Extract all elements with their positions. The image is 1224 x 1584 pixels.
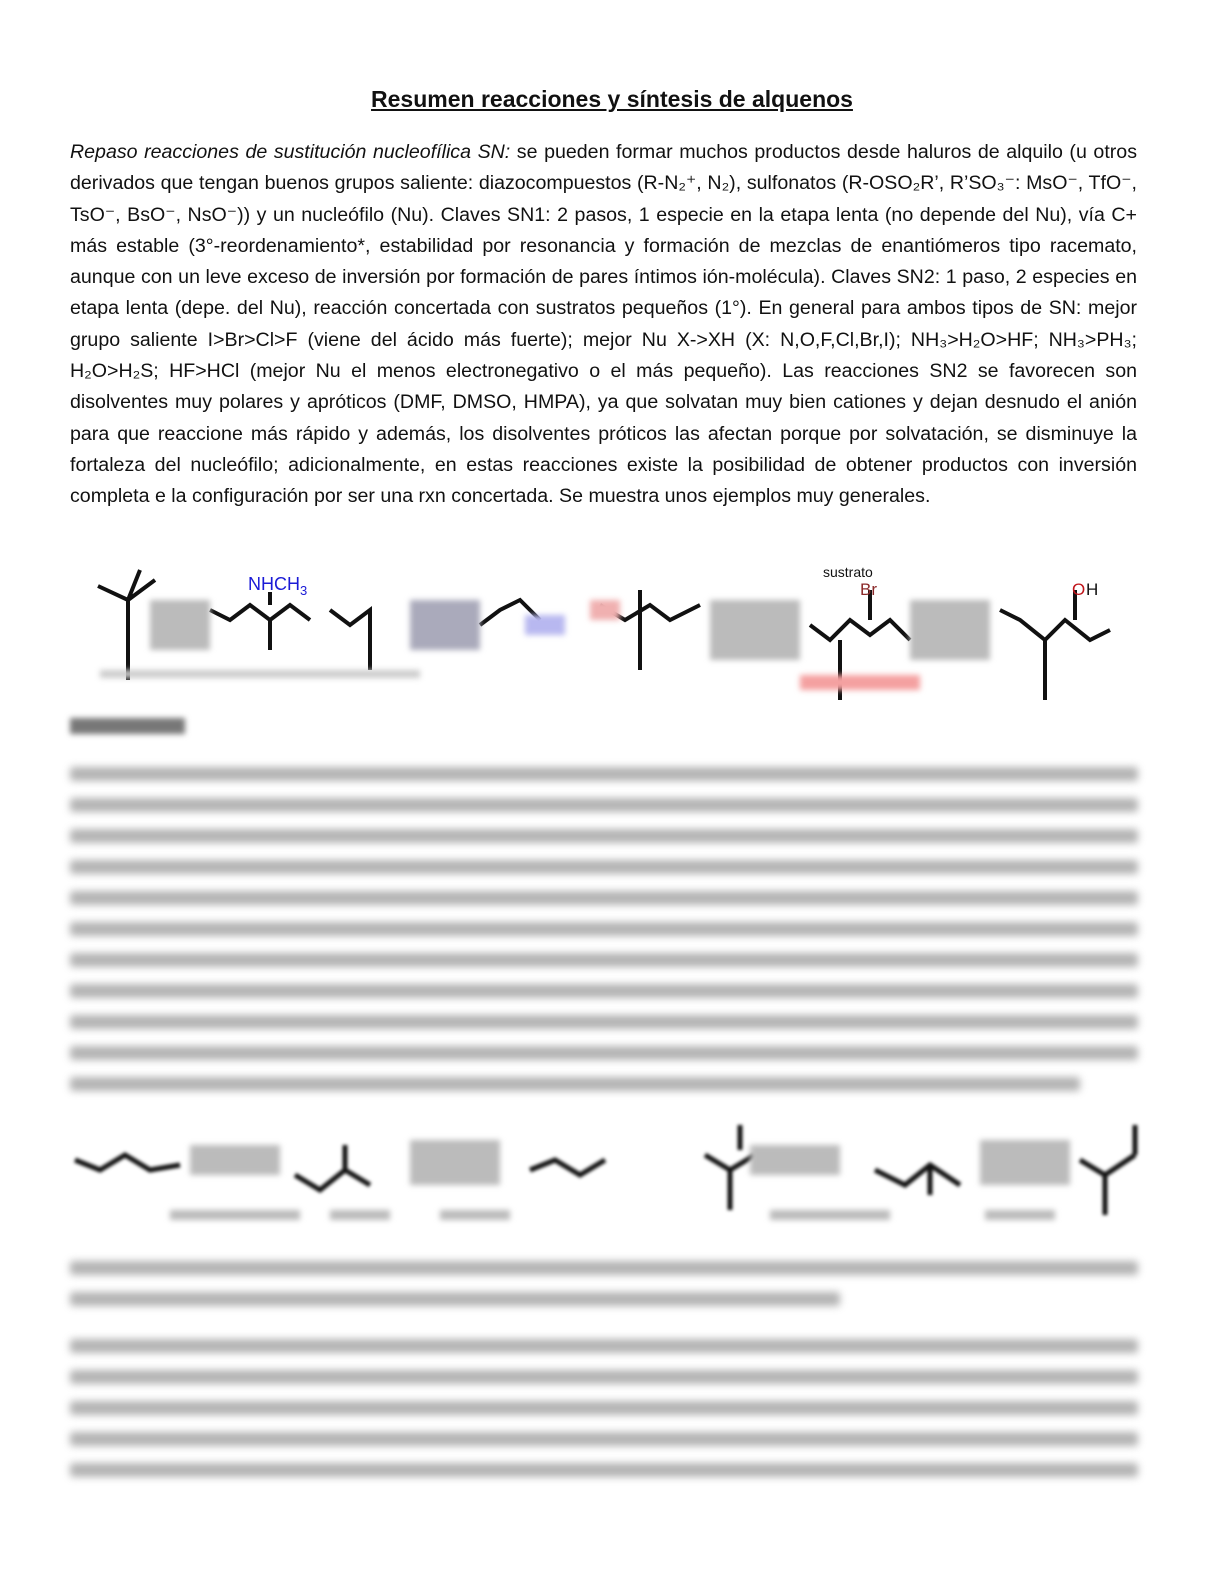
elimination-reaction-scheme xyxy=(60,1115,1150,1230)
oh-label-h: H xyxy=(1086,580,1099,599)
intro-paragraph xyxy=(70,137,1137,513)
br-label: Br xyxy=(860,580,877,599)
intro-lead: Repaso reacciones de sustitución nucleofílica SN: xyxy=(70,141,511,163)
blurred-section-heading xyxy=(70,718,185,734)
intro-body: se pueden formar muchos productos desde haluros de alquilo (u otros derivados que tengan buenos grupos saliente: diazocompuestos (R-N₂⁺, N₂), sulfonatos (R-OSO₂R’, R’SO₃⁻: MsO⁻, TfO⁻, TsO⁻, BsO⁻, NsO⁻)) y un nucleófilo (Nu). Claves SN1: 2 pasos, 1 especie en la etapa lenta (no depende del Nu), vía C+ más estable (3°-reordenamiento*, estabilidad por resonancia y formación de mezclas de enantiómeros tipo racemato, aunque con un leve exceso de inversión por formación de pares íntimos ión-molécula). Claves SN2: 1 paso, 2 especies en etapa lenta (depe. del Nu), reacción concertada con sustratos pequeños (1°). En general para ambos tipos de SN: mejor grupo saliente I>Br>Cl>F (viene del ácido más fuerte); mejor Nu X->XH (X: N,O,F,Cl,Br,I); NH₃>H₂O>HF; NH₃>PH₃; H₂O>H₂S; HF>HCl (mejor Nu el menos electronegativo o el más pequeño). Las reacciones SN2 se favorecen son disolventes muy polares y apróticos (DMF, DMSO, HMPA), ya que solvatan muy bien cationes y dejan desnudo el anión para que reaccione más rápido y además, los disolventes próticos las afectan porque por solvatación, se disminuye la fortaleza del nucleófilo; adicionalmente, en estas reacciones existe la posibilidad de obtener productos con inversión completa e la configuración por ser una rxn concertada. Se muestra unos ejemplos muy generales. xyxy=(70,141,1137,508)
oh-label-o: O xyxy=(1072,580,1086,599)
nhch3-label: $NHCH_3$ xyxy=(248,574,308,598)
sn-reaction-scheme xyxy=(60,560,1160,700)
blurred-reagents xyxy=(100,600,990,690)
sustrato-label: sustrato xyxy=(823,564,873,580)
page-title: Resumen reacciones y síntesis de alquenos xyxy=(371,86,853,112)
